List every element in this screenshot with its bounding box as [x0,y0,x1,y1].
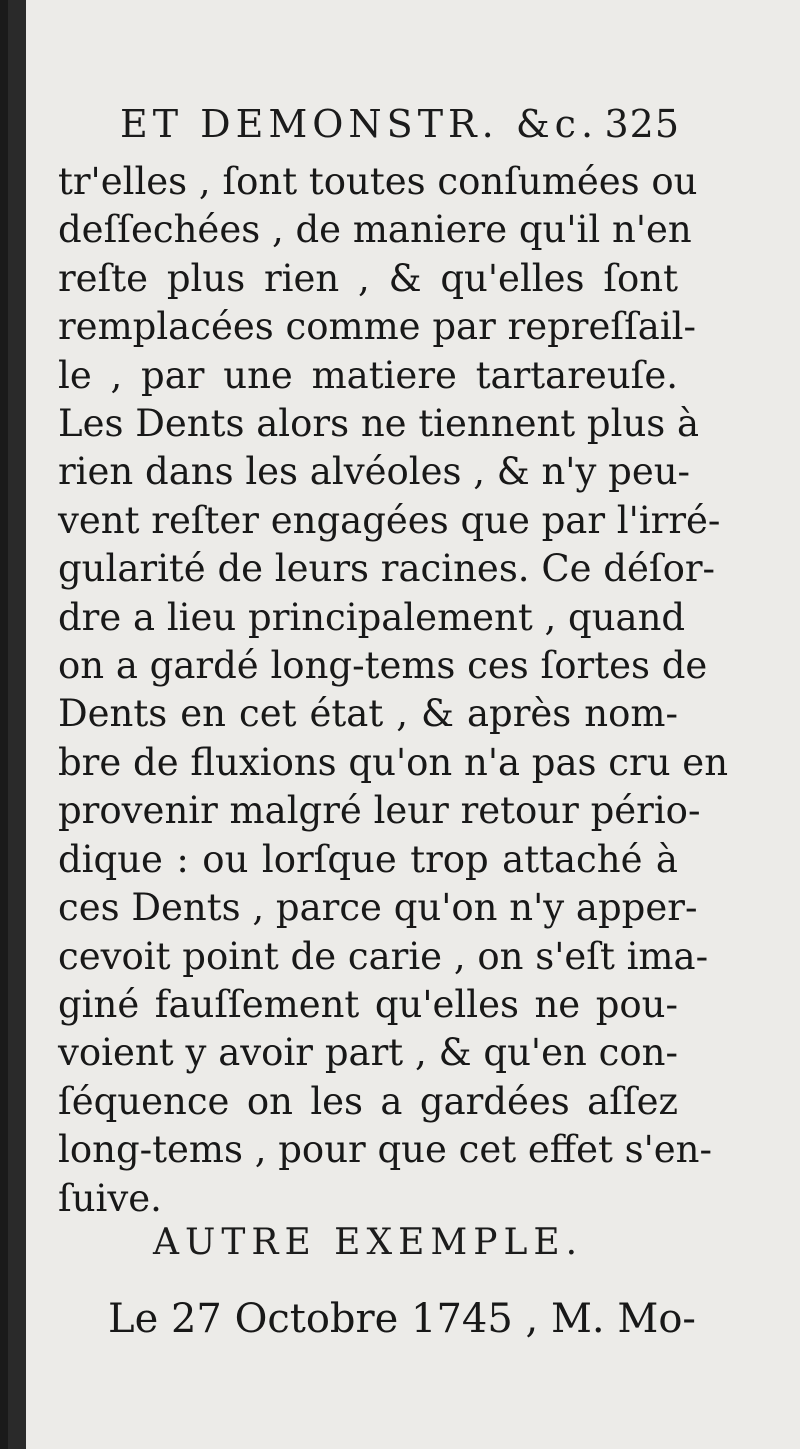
text-line: giné fauſſement qu'elles ne pou- [58,982,678,1026]
text-line: provenir malgré leur retour pério- [58,789,701,833]
text-line: vent reſter engagées que par l'irré- [58,498,721,542]
section-heading: AUTRE EXEMPLE. [153,1222,584,1263]
text-line: rien dans les alvéoles , & n'y peu- [58,450,691,494]
text-line: deſſechées , de maniere qu'il n'en [58,208,692,252]
text-line: Les Dents alors ne tiennent plus à [58,402,700,446]
text-line: dre a lieu principalement , quand [58,595,686,639]
text-line: gularité de leurs racines. Ce déſor- [58,547,716,591]
text-line: le , par une matiere tartareuſe. [58,353,678,397]
text-line: reſte plus rien , & qu'elles ſont [58,256,678,300]
next-paragraph-start: Le 27 Octobre 1745 , M. Mo- [108,1296,696,1342]
page-number: 325 [604,102,680,146]
text-line: ces Dents , parce qu'on n'y apper- [58,886,698,930]
page-header [120,102,680,158]
text-line: Dents en cet état , & après nom- [58,692,678,736]
text-line: bre de fluxions qu'on n'a pas cru en [58,740,729,784]
text-line: long-tems , pour que cet effet s'en- [58,1128,713,1172]
body-paragraph [58,158,729,1223]
text-line: remplacées comme par repreſſail- [58,305,696,349]
text-line: on a gardé long-tems ces ſortes de [58,644,708,688]
text-line: ſuive. [58,1176,162,1220]
running-head: ET DEMONSTR. &c. [120,102,599,146]
text-line: dique : ou lorſque trop attaché à [58,837,678,881]
text-line: cevoit point de carie , on s'eſt ima- [58,934,709,978]
text-line: ſéquence on les a gardées aſſez [58,1079,678,1123]
page-gutter [8,0,26,1449]
text-line: voient y avoir part , & qu'en con- [58,1031,678,1075]
text-line: tr'elles , ſont toutes conſumées ou [58,160,698,203]
book-page [8,0,800,1449]
